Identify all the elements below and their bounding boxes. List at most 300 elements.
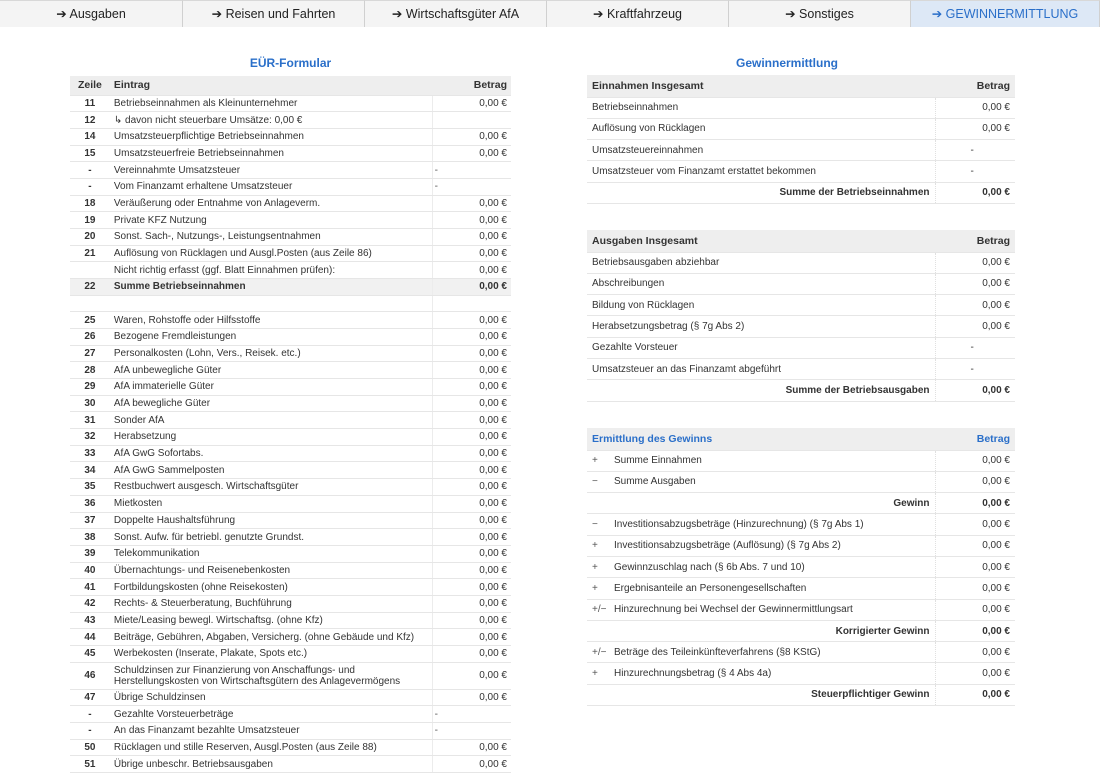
eur-row-amount: 0,00 €: [470, 279, 511, 296]
eur-row-amount: 0,00 €: [470, 395, 511, 412]
ausgaben-total-row: [587, 380, 1015, 401]
eur-row-amount: [470, 295, 511, 312]
eur-row-amount: [470, 162, 511, 179]
eur-row: [70, 629, 511, 646]
eur-row-label: Vereinnahmte Umsatzsteuer: [110, 162, 432, 179]
eur-row-ust: [432, 128, 470, 145]
tab-kraftfahrzeug[interactable]: ➔ Kraftfahrzeug: [547, 0, 729, 27]
gewinn-row-label: Steuerpflichtiger Gewinn: [587, 684, 935, 705]
eur-row-label: Beiträge, Gebühren, Abgaben, Versicherg. (ohne Gebäude und Kfz): [110, 629, 432, 646]
eur-row-ust: [432, 395, 470, 412]
eur-row: [70, 462, 511, 479]
eur-row-ust: [432, 689, 470, 706]
eur-row-label: Private KFZ Nutzung: [110, 212, 432, 229]
eur-row: [70, 328, 511, 345]
gewinn-row-label: [587, 578, 935, 599]
eur-row: [70, 312, 511, 329]
eur-row-label: An das Finanzamt bezahlte Umsatzsteuer: [110, 723, 432, 740]
eur-row-zeile: 19: [70, 212, 110, 229]
eur-row-zeile: 11: [70, 95, 110, 112]
gewinn-row-label: Korrigierter Gewinn: [587, 620, 935, 641]
eur-row-amount: 0,00 €: [470, 529, 511, 546]
eur-row-ust: [432, 662, 470, 689]
eur-row-zeile: 18: [70, 195, 110, 212]
eur-row: [70, 689, 511, 706]
gewinn-row-label: [587, 535, 935, 556]
eur-row-amount: 0,00 €: [470, 212, 511, 229]
eur-row-ust: [432, 212, 470, 229]
eur-row-ust: [432, 756, 470, 773]
eur-row-zeile: [70, 262, 110, 279]
eur-row-zeile: 12: [70, 112, 110, 129]
eur-row-label: Sonst. Aufw. für betriebl. genutzte Grundst.: [110, 529, 432, 546]
einnahmen-row: [587, 161, 1015, 182]
gewinn-row-text: Investitionsabzugsbeträge (Hinzurechnung) (§ 7g Abs 1): [614, 519, 864, 531]
eur-row-label: Rechts- & Steuerberatung, Buchführung: [110, 595, 432, 612]
gewinn-row: [587, 578, 1015, 599]
eur-row-ust: [432, 345, 470, 362]
gewinn-row: [587, 599, 1015, 620]
eur-row-label: Gezahlte Vorsteuerbeträge: [110, 706, 432, 723]
gewinn-row-amount: 0,00 €: [935, 471, 1015, 492]
eur-row: [70, 178, 511, 195]
eur-row-amount: 0,00 €: [470, 646, 511, 663]
gewinn-header-row: [587, 428, 1015, 450]
ausgaben-total-amount: 0,00 €: [935, 380, 1015, 401]
einnahmen-row-amount: 0,00 €: [935, 97, 1015, 118]
eur-row-ust: [432, 229, 470, 246]
einnahmen-row: [587, 97, 1015, 118]
eur-row-label: Übernachtungs- und Reisenebenkosten: [110, 562, 432, 579]
gewinn-row-amount: 0,00 €: [935, 514, 1015, 535]
eur-row-ust: [432, 512, 470, 529]
gewinn-row-text: Beträge des Teileinkünfteverfahrens (§8 KStG): [614, 646, 821, 658]
eur-row-label: AfA GwG Sofortabs.: [110, 445, 432, 462]
einnahmen-betrag-header: Betrag: [935, 75, 1015, 97]
eur-row-zeile: -: [70, 706, 110, 723]
eur-row-ust: [432, 495, 470, 512]
eur-row: [70, 562, 511, 579]
gewinn-row-label: [587, 663, 935, 684]
eur-row-amount: 0,00 €: [470, 562, 511, 579]
eur-row-zeile: 28: [70, 362, 110, 379]
eur-row-zeile: 29: [70, 379, 110, 396]
eur-row-zeile: 51: [70, 756, 110, 773]
eur-row-zeile: 43: [70, 612, 110, 629]
eur-row-amount: 0,00 €: [470, 245, 511, 262]
eur-row-amount: 0,00 €: [470, 229, 511, 246]
eur-row-ust: [432, 245, 470, 262]
gewinn-row-label: [587, 599, 935, 620]
gewinn-row-amount: 0,00 €: [935, 663, 1015, 684]
sign-indicator: +: [592, 561, 598, 573]
gewinn-row-amount: 0,00 €: [935, 556, 1015, 577]
gewinn-row: [587, 663, 1015, 684]
eur-row-zeile: 36: [70, 495, 110, 512]
einnahmen-row-amount: -: [935, 140, 1015, 161]
gewinn-row: [587, 450, 1015, 471]
gewinn-row-text: Hinzurechnung bei Wechsel der Gewinnermittlungsart: [614, 604, 853, 616]
tab-gewinnermittlung[interactable]: ➔ GEWINNERMITTLUNG: [911, 0, 1100, 27]
col-header-betrag: Betrag: [470, 76, 511, 95]
gewinn-row-text: Gewinnzuschlag nach (§ 6b Abs. 7 und 10): [614, 561, 805, 573]
eur-row-ust: [432, 195, 470, 212]
eur-row-label: Doppelte Haushaltsführung: [110, 512, 432, 529]
eur-row-amount: 0,00 €: [470, 462, 511, 479]
eur-row-label: Miete/Leasing bewegl. Wirtschaftsg. (ohne Kfz): [110, 612, 432, 629]
gewinn-panel: [587, 428, 1015, 706]
eur-row-amount: 0,00 €: [470, 429, 511, 446]
einnahmen-body: [587, 97, 1015, 203]
eur-row-label: AfA unbewegliche Güter: [110, 362, 432, 379]
eur-row-label: Sonst. Sach-, Nutzungs-, Leistungsentnahmen: [110, 229, 432, 246]
eur-row: [70, 756, 511, 773]
eur-row-label: AfA bewegliche Güter: [110, 395, 432, 412]
eur-row-ust: [432, 629, 470, 646]
eur-row-zeile: 14: [70, 128, 110, 145]
gewinn-row-text: Hinzurechnungsbetrag (§ 4 Abs 4a): [614, 668, 772, 680]
eur-row-amount: 0,00 €: [470, 512, 511, 529]
eur-row-label: AfA GwG Sammelposten: [110, 462, 432, 479]
eur-row: [70, 162, 511, 179]
eur-row-label: Waren, Rohstoffe oder Hilfsstoffe: [110, 312, 432, 329]
sign-indicator: +/−: [592, 604, 607, 616]
eur-row-label: AfA immaterielle Güter: [110, 379, 432, 396]
eur-row-label: Betriebseinnahmen als Kleinunternehmer: [110, 95, 432, 112]
eur-row-ust: [432, 595, 470, 612]
ausgaben-header: Ausgaben Insgesamt: [587, 230, 935, 252]
ausgaben-body: [587, 252, 1015, 401]
eur-row-zeile: 21: [70, 245, 110, 262]
eur-row: [70, 362, 511, 379]
eur-row-zeile: -: [70, 162, 110, 179]
eur-row-zeile: 33: [70, 445, 110, 462]
eur-row-ust: [432, 529, 470, 546]
eur-row-zeile: 38: [70, 529, 110, 546]
eur-row-label: Summe Betriebseinnahmen: [110, 279, 432, 296]
ausgaben-row: [587, 337, 1015, 358]
gewinn-row-amount: 0,00 €: [935, 620, 1015, 641]
eur-row-zeile: 31: [70, 412, 110, 429]
eur-row-label: Rücklagen und stille Reserven, Ausgl.Posten (aus Zeile 88): [110, 739, 432, 756]
eur-row-zeile: 40: [70, 562, 110, 579]
eur-header-row: [70, 76, 511, 95]
eur-row-ust: [432, 445, 470, 462]
eur-row-ust: [432, 328, 470, 345]
eur-row-label: Übrige Schuldzinsen: [110, 689, 432, 706]
einnahmen-row: [587, 140, 1015, 161]
einnahmen-row: [587, 118, 1015, 139]
eur-row-ust: -: [432, 706, 470, 723]
eur-row-label: Personalkosten (Lohn, Vers., Reisek. etc.): [110, 345, 432, 362]
gewinn-row-label: [587, 642, 935, 663]
eur-form-title: EÜR-Formular: [249, 56, 332, 70]
eur-row-ust: [432, 145, 470, 162]
eur-row-zeile: 35: [70, 479, 110, 496]
eur-table: [70, 76, 511, 773]
col-header-eintrag: Eintrag: [110, 76, 432, 95]
eur-row: [70, 445, 511, 462]
eur-row: [70, 212, 511, 229]
eur-row-zeile: 47: [70, 689, 110, 706]
eur-row-amount: 0,00 €: [470, 312, 511, 329]
ausgaben-row-label: Umsatzsteuer an das Finanzamt abgeführt: [587, 358, 935, 379]
gewinn-betrag-header: Betrag: [935, 428, 1015, 450]
ausgaben-row-label: Gezahlte Vorsteuer: [587, 337, 935, 358]
gewinn-row-text: Summe Einnahmen: [614, 455, 702, 467]
gewinn-row: [587, 684, 1015, 705]
eur-row-label: Restbuchwert ausgesch. Wirtschaftsgüter: [110, 479, 432, 496]
eur-row-zeile: 50: [70, 739, 110, 756]
eur-row-zeile: 44: [70, 629, 110, 646]
eur-row-label: ↳ davon nicht steuerbare Umsätze: 0,00 €: [110, 112, 432, 129]
eur-row-label: Nicht richtig erfasst (ggf. Blatt Einnahmen prüfen):: [110, 262, 432, 279]
eur-row-zeile: 27: [70, 345, 110, 362]
eur-row-zeile: 26: [70, 328, 110, 345]
eur-row: [70, 262, 511, 279]
ausgaben-row: [587, 295, 1015, 316]
einnahmen-row-amount: 0,00 €: [935, 118, 1015, 139]
gewinnermittlung-title: Gewinnermittlung: [736, 56, 838, 70]
eur-row-amount: 0,00 €: [470, 328, 511, 345]
eur-row-ust: -: [432, 723, 470, 740]
ausgaben-row-amount: 0,00 €: [935, 252, 1015, 273]
eur-body: [70, 95, 511, 773]
tab-bar: [0, 0, 1100, 27]
gewinn-header: Ermittlung des Gewinns: [587, 428, 935, 450]
eur-row-amount: [470, 112, 511, 129]
eur-row: [70, 379, 511, 396]
eur-row: [70, 295, 511, 312]
eur-row-label: Schuldzinsen zur Finanzierung von Anschaffungs- und Herstellungskosten von Wirtschaftsgütern des Anlagevermögens: [110, 662, 432, 689]
eur-row-zeile: 45: [70, 646, 110, 663]
eur-row-zeile: 15: [70, 145, 110, 162]
eur-row-amount: 0,00 €: [470, 739, 511, 756]
tab-ausgaben[interactable]: ➔ Ausgaben: [0, 0, 183, 27]
eur-row-label: [110, 295, 432, 312]
eur-row-ust: [432, 262, 470, 279]
eur-row-label: Veräußerung oder Entnahme von Anlageverm.: [110, 195, 432, 212]
eur-row: [70, 345, 511, 362]
eur-row-amount: 0,00 €: [470, 629, 511, 646]
eur-row-amount: 0,00 €: [470, 145, 511, 162]
eur-row-amount: [470, 706, 511, 723]
eur-row-amount: [470, 178, 511, 195]
tab-sonstiges[interactable]: ➔ Sonstiges: [729, 0, 911, 27]
ausgaben-row: [587, 273, 1015, 294]
eur-row: [70, 229, 511, 246]
gewinn-row: [587, 471, 1015, 492]
einnahmen-total-label: Summe der Betriebseinnahmen: [587, 182, 935, 203]
eur-row-zeile: 20: [70, 229, 110, 246]
eur-row-zeile: 34: [70, 462, 110, 479]
eur-row-ust: [432, 545, 470, 562]
gewinn-row-text: Summe Ausgaben: [614, 476, 696, 488]
eur-row: [70, 245, 511, 262]
gewinn-row: [587, 535, 1015, 556]
einnahmen-row-label: Umsatzsteuereinnahmen: [587, 140, 935, 161]
eur-row-zeile: 46: [70, 662, 110, 689]
ausgaben-total-label: Summe der Betriebsausgaben: [587, 380, 935, 401]
einnahmen-header: Einnahmen Insgesamt: [587, 75, 935, 97]
eur-row-zeile: [70, 295, 110, 312]
eur-row-amount: 0,00 €: [470, 95, 511, 112]
ausgaben-row-amount: 0,00 €: [935, 295, 1015, 316]
einnahmen-row-label: Umsatzsteuer vom Finanzamt erstattet bekommen: [587, 161, 935, 182]
gewinn-row: [587, 514, 1015, 535]
einnahmen-header-row: [587, 75, 1015, 97]
gewinn-row: [587, 620, 1015, 641]
eur-row-zeile: 30: [70, 395, 110, 412]
gewinn-row-label: [587, 471, 935, 492]
eur-row: [70, 706, 511, 723]
eur-row: [70, 529, 511, 546]
col-header-blank: [432, 76, 470, 95]
eur-row: [70, 95, 511, 112]
eur-row-ust: [432, 562, 470, 579]
eur-row-label: Umsatzsteuerpflichtige Betriebseinnahmen: [110, 128, 432, 145]
eur-row: [70, 112, 511, 129]
eur-row-label: Sonder AfA: [110, 412, 432, 429]
gewinn-row-label: [587, 450, 935, 471]
ausgaben-row-label: Betriebsausgaben abziehbar: [587, 252, 935, 273]
eur-row-amount: 0,00 €: [470, 579, 511, 596]
einnahmen-row-label: Auflösung von Rücklagen: [587, 118, 935, 139]
eur-row-ust: [432, 429, 470, 446]
ausgaben-row: [587, 358, 1015, 379]
eur-row-amount: 0,00 €: [470, 412, 511, 429]
sign-indicator: −: [592, 476, 598, 488]
ausgaben-row-amount: -: [935, 358, 1015, 379]
ausgaben-betrag-header: Betrag: [935, 230, 1015, 252]
gewinn-row-text: Investitionsabzugsbeträge (Auflösung) (§ 7g Abs 2): [614, 540, 841, 552]
eur-row: [70, 579, 511, 596]
eur-row-amount: 0,00 €: [470, 195, 511, 212]
eur-row-label: Auflösung von Rücklagen und Ausgl.Posten (aus Zeile 86): [110, 245, 432, 262]
sign-indicator: +/−: [592, 646, 607, 658]
gewinn-row-amount: 0,00 €: [935, 684, 1015, 705]
ausgaben-header-row: [587, 230, 1015, 252]
eur-row-label: Werbekosten (Inserate, Plakate, Spots etc.): [110, 646, 432, 663]
eur-row: [70, 739, 511, 756]
eur-row: [70, 412, 511, 429]
ausgaben-panel: [587, 230, 1015, 402]
eur-row-zeile: -: [70, 178, 110, 195]
eur-row-ust: [432, 479, 470, 496]
einnahmen-row-label: Betriebseinnahmen: [587, 97, 935, 118]
eur-row: [70, 662, 511, 689]
eur-row-amount: 0,00 €: [470, 262, 511, 279]
gewinn-row-amount: 0,00 €: [935, 493, 1015, 514]
einnahmen-total-row: [587, 182, 1015, 203]
ausgaben-row: [587, 252, 1015, 273]
sign-indicator: +: [592, 582, 598, 594]
eur-row-amount: 0,00 €: [470, 128, 511, 145]
eur-row-zeile: 42: [70, 595, 110, 612]
gewinn-row-amount: 0,00 €: [935, 642, 1015, 663]
eur-row: [70, 646, 511, 663]
eur-row-amount: 0,00 €: [470, 545, 511, 562]
eur-row-amount: 0,00 €: [470, 662, 511, 689]
sign-indicator: +: [592, 455, 598, 467]
eur-row-ust: [432, 462, 470, 479]
eur-row-amount: 0,00 €: [470, 479, 511, 496]
eur-row: [70, 279, 511, 296]
eur-row-amount: 0,00 €: [470, 689, 511, 706]
eur-row: [70, 595, 511, 612]
tab-wirtschaftsgueter-afa[interactable]: ➔ Wirtschaftsgüter AfA: [365, 0, 547, 27]
ausgaben-row-amount: 0,00 €: [935, 316, 1015, 337]
eur-row: [70, 195, 511, 212]
eur-row-label: Mietkosten: [110, 495, 432, 512]
tab-reisen-und-fahrten[interactable]: ➔ Reisen und Fahrten: [183, 0, 365, 27]
eur-row-zeile: -: [70, 723, 110, 740]
eur-row: [70, 395, 511, 412]
ausgaben-row-amount: 0,00 €: [935, 273, 1015, 294]
eur-row: [70, 512, 511, 529]
ausgaben-row-amount: -: [935, 337, 1015, 358]
gewinn-row: [587, 642, 1015, 663]
sign-indicator: +: [592, 540, 598, 552]
col-header-zeile: Zeile: [70, 76, 110, 95]
gewinn-row-amount: 0,00 €: [935, 535, 1015, 556]
ausgaben-row-label: Abschreibungen: [587, 273, 935, 294]
eur-row: [70, 612, 511, 629]
eur-row-zeile: 41: [70, 579, 110, 596]
eur-row-amount: [470, 723, 511, 740]
eur-row: [70, 128, 511, 145]
eur-row-label: Fortbildungskosten (ohne Reisekosten): [110, 579, 432, 596]
ausgaben-row-label: Bildung von Rücklagen: [587, 295, 935, 316]
eur-row-zeile: 39: [70, 545, 110, 562]
eur-row-amount: 0,00 €: [470, 612, 511, 629]
gewinn-row-label: Gewinn: [587, 493, 935, 514]
eur-row-zeile: 22: [70, 279, 110, 296]
eur-row-ust: [432, 112, 470, 129]
eur-row-amount: 0,00 €: [470, 362, 511, 379]
eur-row: [70, 495, 511, 512]
eur-row-ust: [432, 312, 470, 329]
eur-row-ust: [432, 579, 470, 596]
eur-row-ust: [432, 739, 470, 756]
eur-row: [70, 479, 511, 496]
eur-row-ust: -: [432, 178, 470, 195]
eur-row-ust: [432, 612, 470, 629]
einnahmen-row-amount: -: [935, 161, 1015, 182]
eur-row-ust: [432, 646, 470, 663]
eur-row-label: Übrige unbeschr. Betriebsausgaben: [110, 756, 432, 773]
eur-row-zeile: 25: [70, 312, 110, 329]
eur-row-zeile: 37: [70, 512, 110, 529]
gewinn-row: [587, 493, 1015, 514]
eur-row-amount: 0,00 €: [470, 445, 511, 462]
gewinn-row-amount: 0,00 €: [935, 578, 1015, 599]
eur-row-label: Bezogene Fremdleistungen: [110, 328, 432, 345]
ausgaben-row: [587, 316, 1015, 337]
eur-row-amount: 0,00 €: [470, 345, 511, 362]
eur-row-ust: [432, 379, 470, 396]
eur-row-zeile: 32: [70, 429, 110, 446]
eur-row-label: Herabsetzung: [110, 429, 432, 446]
gewinn-row-label: [587, 514, 935, 535]
eur-row-ust: [432, 295, 470, 312]
gewinn-row: [587, 556, 1015, 577]
gewinn-body: [587, 450, 1015, 706]
eur-row-ust: [432, 279, 470, 296]
eur-row: [70, 429, 511, 446]
eur-row-label: Umsatzsteuerfreie Betriebseinnahmen: [110, 145, 432, 162]
sign-indicator: +: [592, 668, 598, 680]
